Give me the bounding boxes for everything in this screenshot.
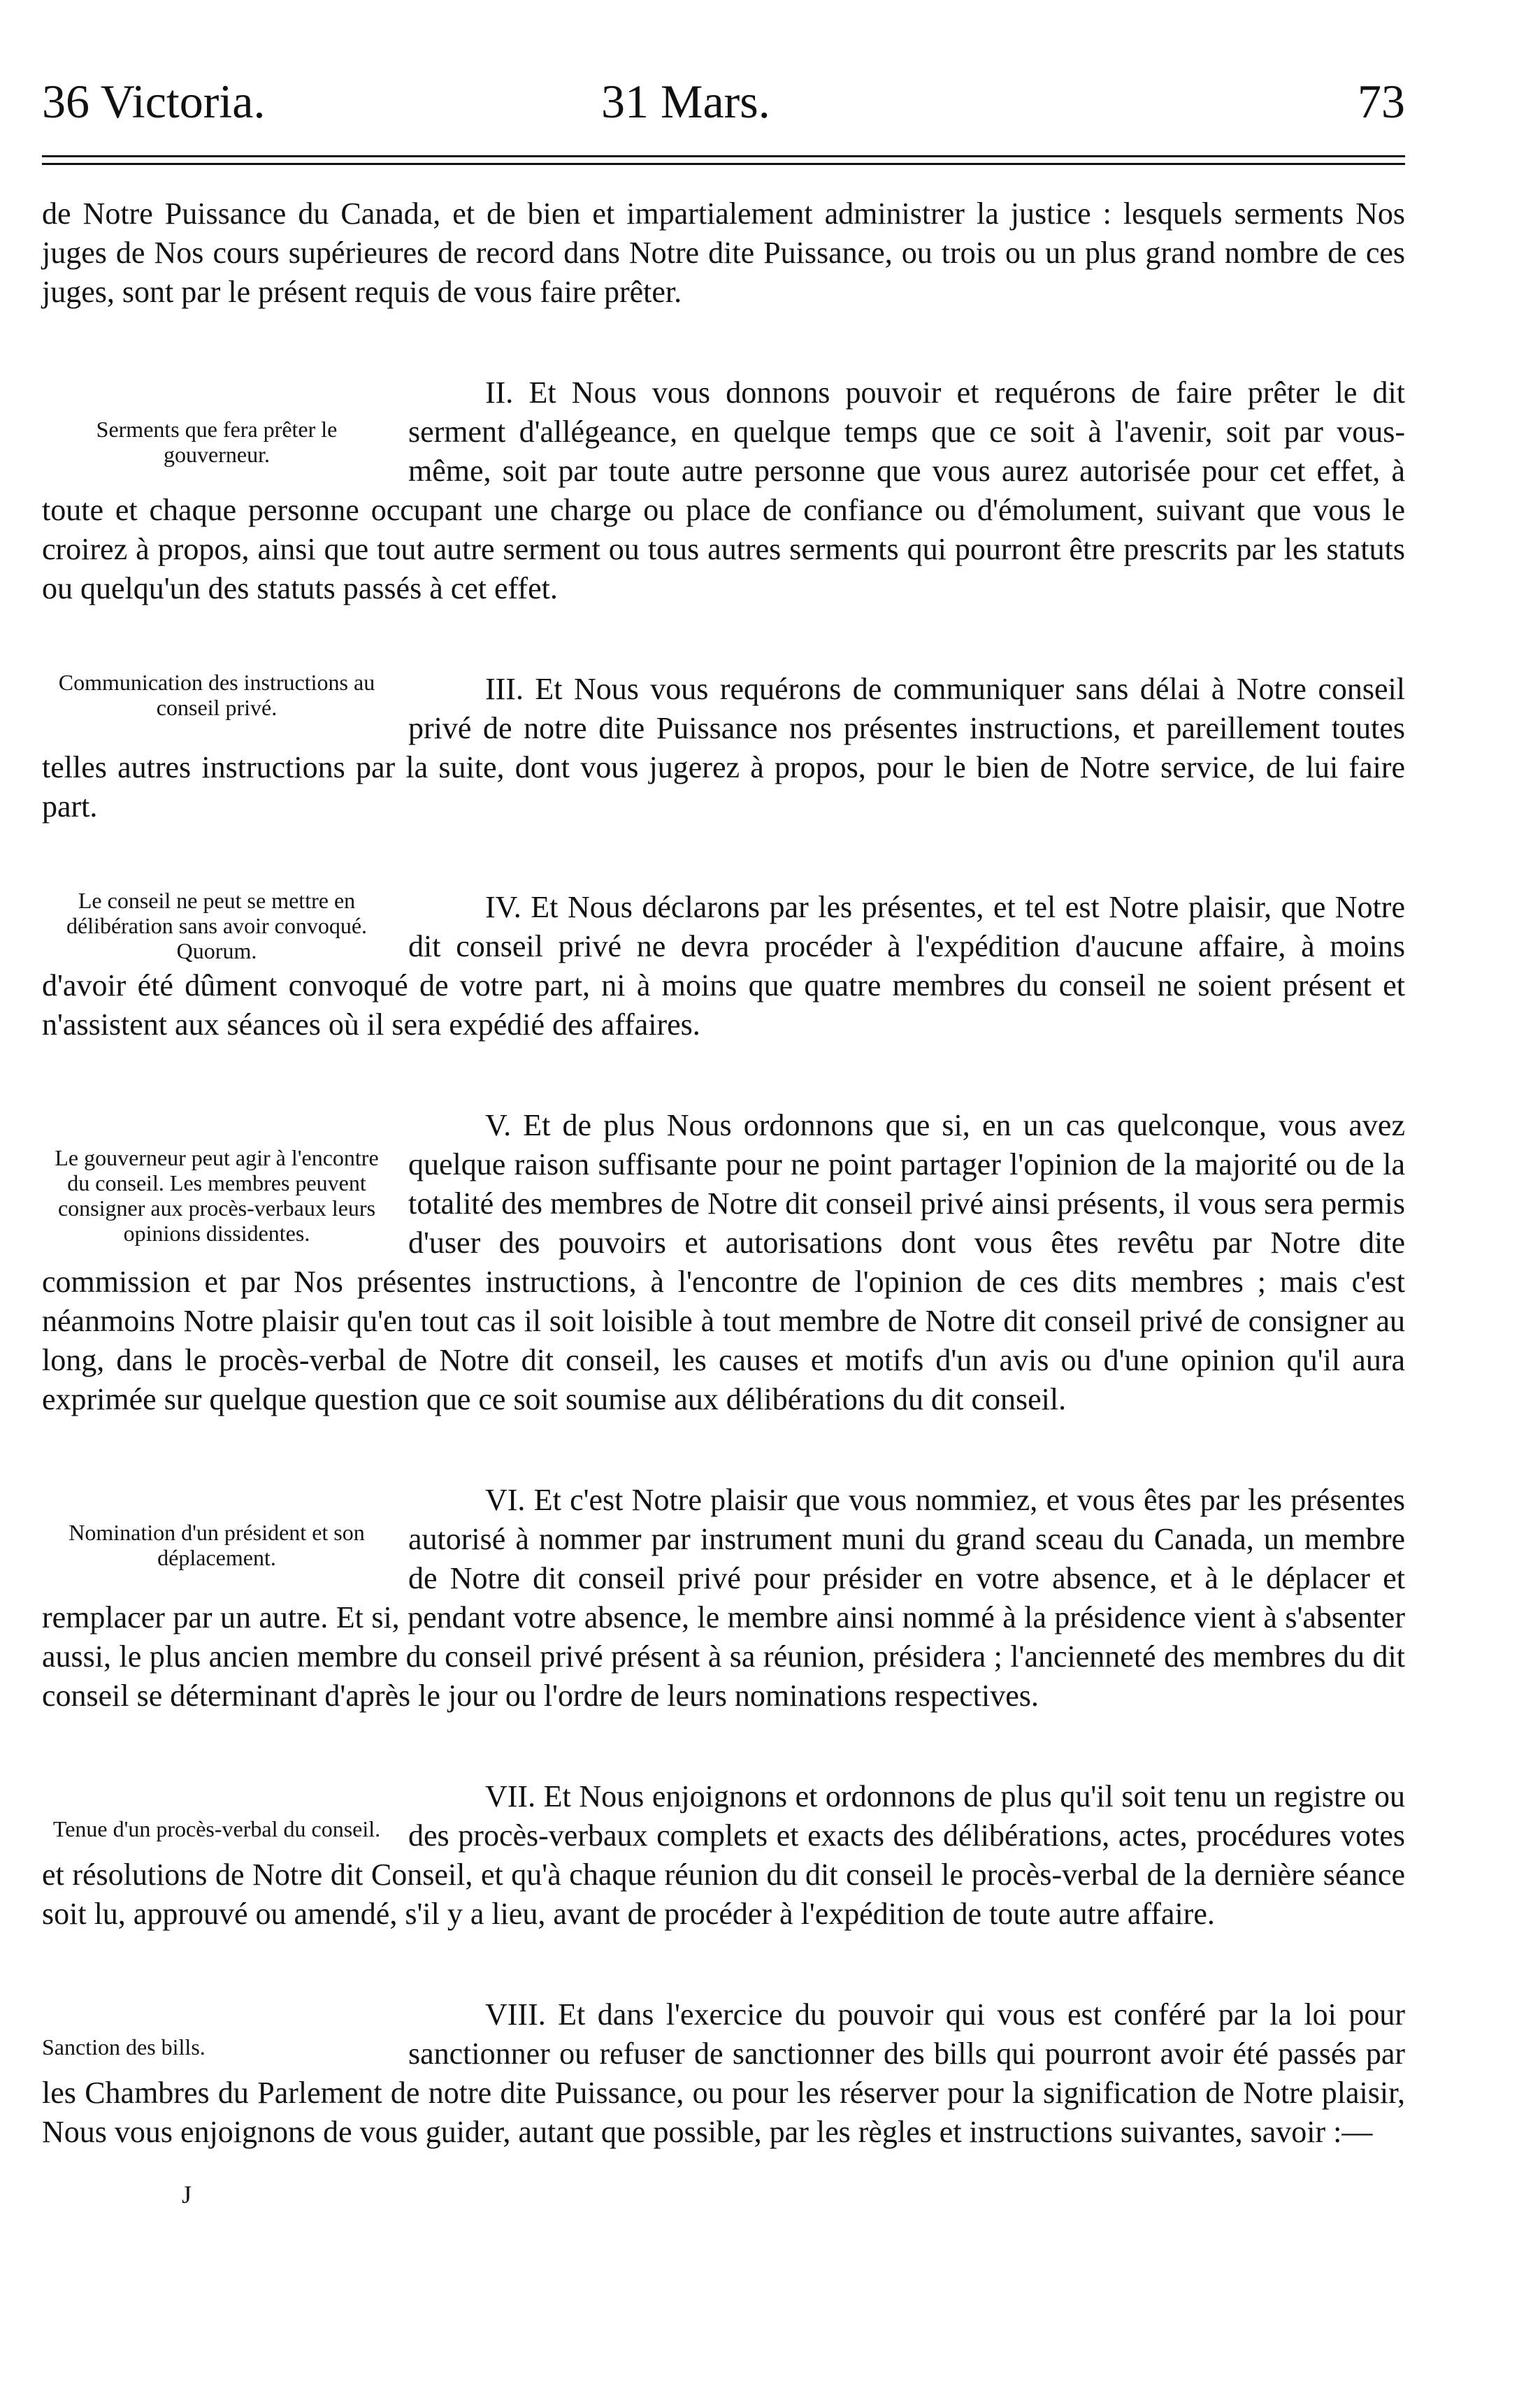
header-regnal-year: 36 Victoria.	[42, 75, 266, 128]
margin-note-VIII: Sanction des bills.	[42, 2034, 206, 2060]
section-V	[42, 1106, 1405, 1419]
header-rule-bottom	[42, 163, 1405, 165]
margin-note-VI: Nomination d'un président et son déplacement.	[69, 1520, 365, 1570]
header-rule-top	[42, 155, 1405, 157]
section-III	[42, 670, 1405, 826]
section-text-IV: IV. Et Nous déclarons par les présentes, et tel est Notre plaisir, que Notre dit conseil privé ne devra procéder à l'expédition d'aucune affaire, à moins d'avoir été dûment convoqué de votre part, ni à moins que quatre membres du conseil ne soient présent et n'assistent aux séances où il sera expédié des affaires.	[42, 890, 1405, 1042]
section-II	[42, 373, 1405, 608]
section-text-VI: VI. Et c'est Notre plaisir que vous nommiez, et vous êtes par les présentes autorisé à nommer par instrument muni du grand sceau du Canada, un membre de Notre dit conseil privé pour présider en votre absence, et à le déplacer et remplacer par un autre. Et si, pendant votre absence, le membre ainsi nommé à la présidence vient à s'absenter aussi, le plus ancien membre du conseil privé présent à sa réunion, présidera ; l'ancienneté des membres du dit conseil se déterminant d'après le jour ou l'ordre de leurs nominations respectives.	[42, 1483, 1405, 1713]
margin-note-II: Serments que fera prêter le gouverneur.	[96, 417, 338, 467]
section-text-II: II. Et Nous vous donnons pouvoir et requérons de faire prêter le dit serment d'allégeance, en quelque temps que ce soit à l'avenir, soit par vous-même, soit par toute autre personne que vous aurez autorisée pour cet effet, à toute et chaque personne occupant une charge ou place de confiance ou d'émolument, suivant que vous le croirez à propos, ainsi que tout autre serment ou tous autres serments qui pourront être prescrits par les statuts ou quelqu'un des statuts passés à cet effet.	[42, 375, 1405, 605]
intro-paragraph	[42, 194, 1405, 312]
margin-note-IV: Le conseil ne peut se mettre en délibération sans avoir convoqué. Quorum.	[66, 888, 368, 963]
intro-text: de Notre Puissance du Canada, et de bien et impartialement administrer la justice : lesquels serments Nos juges de Nos cours supérieures de record dans Notre dite Puissance, ou trois ou un plus grand nombre de ces juges, sont par le présent requis de vous faire prêter.	[42, 196, 1405, 309]
section-VI	[42, 1481, 1405, 1716]
section-text-III: III. Et Nous vous requérons de communiquer sans délai à Notre conseil privé de notre dite Puissance nos présentes instructions, et pareillement toutes telles autres instructions par la suite, dont vous jugerez à propos, pour le bien de Notre service, de lui faire part.	[42, 672, 1405, 824]
header-date: 31 Mars.	[601, 75, 770, 128]
section-text-VIII: VIII. Et dans l'exercice du pouvoir qui vous est conféré par la loi pour sanctionner ou refuser de sanctionner des bills qui pourront avoir été passés par les Chambres du Parlement de notre dite Puissance, ou pour les réserver pour la signification de Notre plaisir, Nous vous enjoignons de vous guider, autant que possible, par les règles et instructions suivantes, savoir :—	[42, 1997, 1405, 2149]
section-VII	[42, 1777, 1405, 1934]
section-text-V: V. Et de plus Nous ordonnons que si, en un cas quelconque, vous avez quelque raison suffisante pour ne point partager l'opinion de la majorité ou de la totalité des membres de Notre dit conseil privé ainsi présents, il vous sera permis d'user des pouvoirs et autorisations dont vous êtes revêtu par Notre dite commission et par Nos présentes instructions, à l'encontre de l'opinion de ces dits membres ; mais c'est néanmoins Notre plaisir qu'en tout cas il soit loisible à tout membre de Notre dit conseil privé de consigner au long, dans le procès-verbal de Notre dit conseil, les causes et motifs d'un avis ou d'une opinion qu'il aura exprimée sur quelque question que ce soit soumise aux délibérations du dit conseil.	[42, 1108, 1405, 1416]
page-number: 73	[1358, 75, 1405, 128]
section-text-VII: VII. Et Nous enjoignons et ordonnons de plus qu'il soit tenu un registre ou des procès-verbaux complets et exacts des délibérations, actes, procédures votes et résolutions de Notre dit Conseil, et qu'à chaque réunion du dit conseil le procès-verbal de la dernière séance soit lu, approuvé ou amendé, s'il y a lieu, avant de procéder à l'expédition de toute autre affaire.	[42, 1779, 1405, 1931]
margin-note-V: Le gouverneur peut agir à l'encontre du conseil. Les membres peuvent consigner aux procès-verbaux leurs opinions dissidentes.	[55, 1145, 379, 1246]
margin-note-III: Communication des instructions au conseil privé.	[58, 670, 375, 720]
margin-note-VII: Tenue d'un procès-verbal du conseil.	[52, 1816, 381, 1841]
document-page	[42, 63, 1405, 2209]
section-IV	[42, 888, 1405, 1044]
section-VIII	[42, 1995, 1405, 2152]
running-header	[42, 63, 1405, 140]
signature-mark: J	[182, 2180, 192, 2208]
